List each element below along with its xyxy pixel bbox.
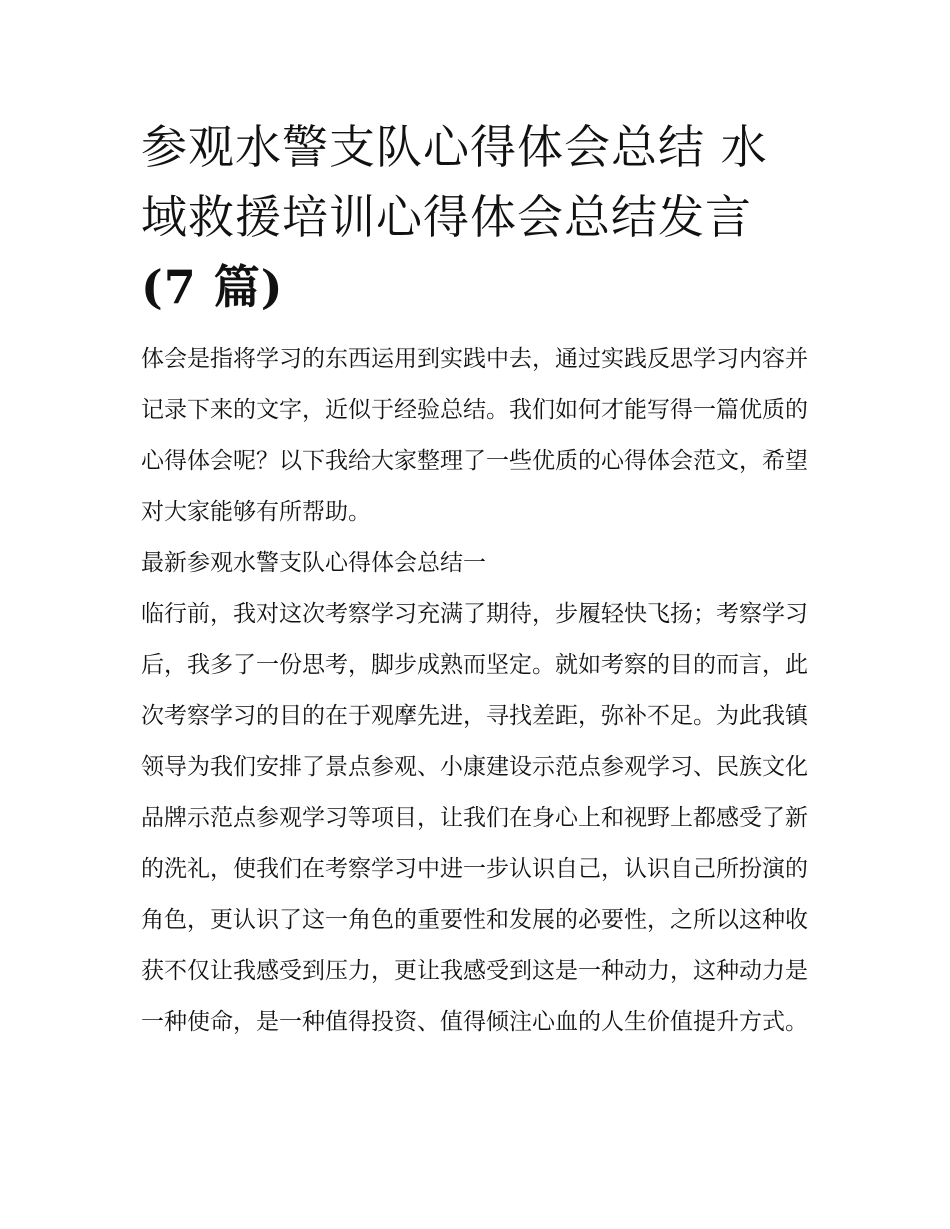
section-heading: 最新参观水警支队心得体会总结一 (141, 550, 486, 576)
intro-paragraph: 体会是指将学习的东西运用到实践中去，通过实践反思学习内容并记录下来的文字，近似于经验总结。我们如何才能写得一篇优质的心得体会呢？以下我给大家整理了一些优质的心得体会范文，希望对大家能够有所帮助。 (141, 346, 808, 525)
section-paragraph: 临行前，我对这次考察学习充满了期待，步履轻快飞扬；考察学习后，我多了一份思考，脚步成熟而坚定。就如考察的目的而言，此次考察学习的目的在于观摩先进，寻找差距，弥补不足。为此我镇领导为我们安排了景点参观、小康建设示范点参观学习、民族文化品牌示范点参观学习等项目，让我们在身心上和视野上都感受了新的洗礼，使我们在考察学习中进一步认识自己，认识自己所扮演的角色，更认识了这一角色的重要性和发展的必要性，之所以这种收获不仅让我感受到压力，更让我感受到这是一种动力，这种动力是一种使命，是一种值得投资、值得倾注心血的人生价值提升方式。 (141, 601, 808, 1035)
title-count: (7 篇) (141, 260, 284, 314)
document-title (141, 112, 813, 322)
title-main: 参观水警支队心得体会总结 水域救援培训心得体会总结发言 (141, 120, 768, 244)
document-content (141, 112, 813, 1048)
